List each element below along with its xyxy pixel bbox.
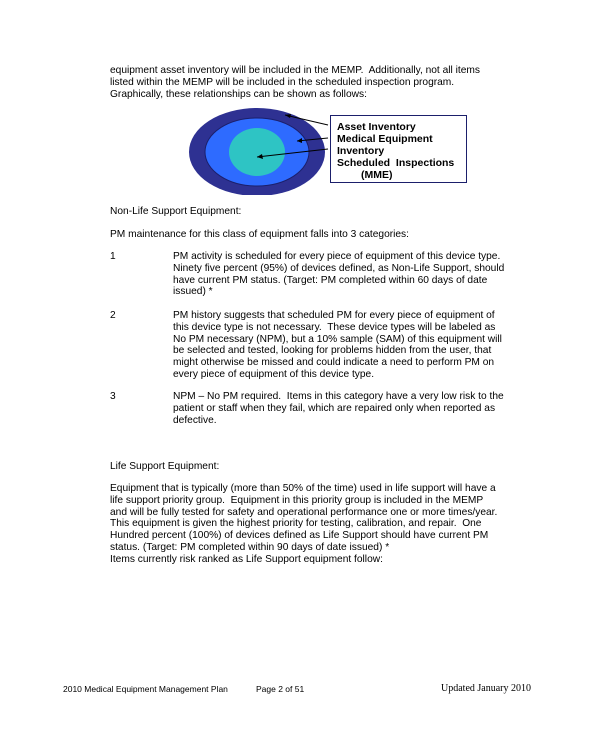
legend-scheduled-inspections: Scheduled Inspections (337, 157, 455, 169)
category-3-number: 3 (110, 391, 116, 402)
diagram-legend-box (330, 115, 467, 183)
non-life-support-heading: Non-Life Support Equipment: (110, 206, 242, 217)
legend-mme: (MME) (361, 169, 393, 181)
life-support-paragraph: Equipment that is typically (more than 50% of the time) used in life support will have a life support priority group. Equipment in this priority group is included in the MEMP and will be fully tested for safety and operational performance one or more times/year. This equipment is given the highest priority for testing, calibration, and repair. One Hundred percent (100%) of devices defined as Life Support should have current PM status. (Target: PM completed within 90 days of date issued) * Items currently risk ranked as Life Support equipment follow: (110, 483, 498, 565)
category-1-text: PM activity is scheduled for every piece of equipment of this device type. Ninety five percent (95%) of devices defined, as Non-Life Support, should have current PM status. (Target: PM completed within 60 days of date issued) * (173, 251, 505, 298)
scheduled-inspections-ellipse (229, 128, 285, 176)
category-2-text: PM history suggests that scheduled PM for every piece of equipment of this device type is not necessary. These device types will be labeled as No PM necessary (NPM), but a 10% sample (SAM) of this equipment will be selected and tested, looking for problems hidden from the user, that might otherwise be missed and could indicate a need to perform PM on every piece of equipment of this device type. (173, 310, 502, 380)
legend-asset-inventory: Asset Inventory (337, 121, 416, 133)
category-3-text: NPM – No PM required. Items in this category have a very low risk to the patient or staff when they fail, which are repaired only when reported as defective. (173, 391, 504, 426)
footer-updated-date: Updated January 2010 (441, 683, 531, 694)
category-2-number: 2 (110, 310, 116, 321)
legend-inventory: Inventory (337, 145, 385, 157)
footer-plan-title: 2010 Medical Equipment Management Plan (63, 684, 228, 694)
category-1-number: 1 (110, 251, 116, 262)
pm-categories-intro: PM maintenance for this class of equipment falls into 3 categories: (110, 229, 409, 240)
footer-page-number: Page 2 of 51 (256, 684, 305, 694)
intro-paragraph: equipment asset inventory will be included in the MEMP. Additionally, not all items listed within the MEMP will be included in the scheduled inspection program. Graphically, these relationships can be shown as follows: (110, 65, 480, 100)
life-support-heading: Life Support Equipment: (110, 461, 220, 472)
legend-medical-equipment: Medical Equipment (337, 133, 433, 145)
